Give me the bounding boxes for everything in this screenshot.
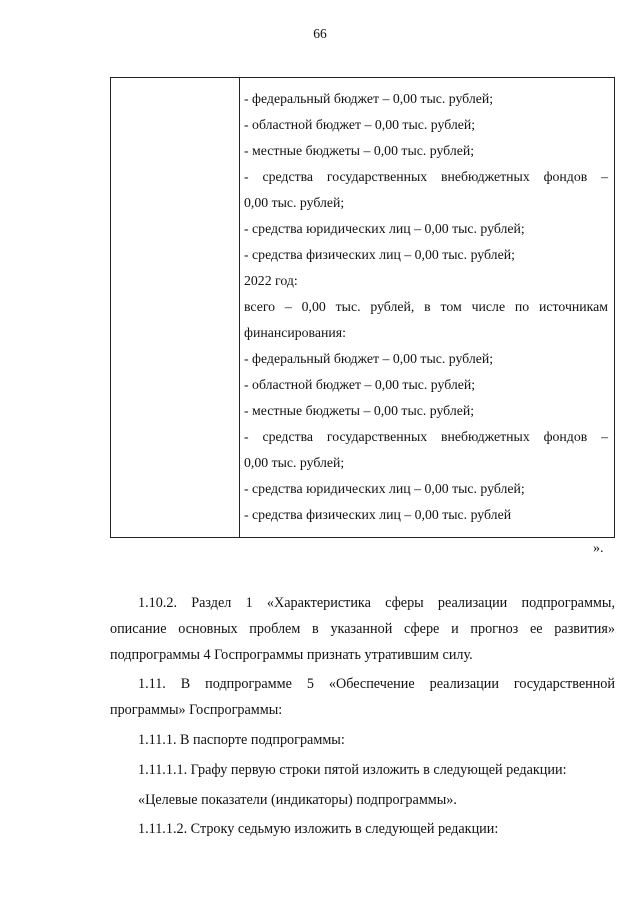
table-right-cell — [244, 86, 608, 528]
paragraph-line: 1.11.1. В паспорте подпрограммы: — [138, 731, 345, 748]
table-line: - средства государственных внебюджетных фондов – — [244, 429, 608, 444]
page-number: 66 — [313, 26, 327, 41]
paragraph-line: «Целевые показатели (индикаторы) подпрограммы». — [138, 791, 457, 808]
table-line: 2022 год: — [244, 273, 298, 288]
table-line: - областной бюджет – 0,00 тыс. рублей; — [244, 377, 476, 392]
table-line: - средства государственных внебюджетных фондов – — [244, 169, 608, 184]
paragraph-line: 1.11.1.2. Строку седьмую изложить в следующей редакции: — [138, 821, 499, 838]
table-line: - средства физических лиц – 0,00 тыс. рублей; — [244, 247, 515, 262]
table-line: - областной бюджет – 0,00 тыс. рублей; — [244, 117, 476, 132]
table-line: - федеральный бюджет – 0,00 тыс. рублей; — [244, 351, 494, 366]
paragraph-quote — [110, 788, 615, 814]
table-line: - местные бюджеты – 0,00 тыс. рублей; — [244, 143, 475, 158]
funding-table — [110, 77, 615, 538]
table-line: - местные бюджеты – 0,00 тыс. рублей; — [244, 403, 475, 418]
paragraph-1-11-1 — [110, 728, 615, 754]
table-line: финансирования: — [244, 325, 346, 340]
paragraph-line: программы» Госпрограммы: — [110, 702, 283, 719]
table-line: всего – 0,00 тыс. рублей, в том числе по источникам — [244, 299, 608, 314]
table-line: - федеральный бюджет – 0,00 тыс. рублей; — [244, 91, 494, 106]
paragraph-1-11 — [110, 672, 615, 724]
paragraph-line: подпрограммы 4 Госпрограммы признать утратившим силу. — [110, 646, 473, 663]
table-line: - средства юридических лиц – 0,00 тыс. рублей; — [244, 481, 525, 496]
document-body — [110, 591, 615, 843]
closing-quote: ». — [593, 541, 604, 556]
paragraph-1-11-1-2 — [110, 817, 615, 843]
paragraph-line: описание основных проблем в указанной сфере и прогноз ее развития» — [110, 620, 615, 637]
table-line: 0,00 тыс. рублей; — [244, 195, 345, 210]
paragraph-1-10-2 — [110, 591, 615, 668]
table-line: - средства физических лиц – 0,00 тыс. рублей — [244, 507, 512, 522]
table-line: 0,00 тыс. рублей; — [244, 455, 345, 470]
table-line: - средства юридических лиц – 0,00 тыс. рублей; — [244, 221, 525, 236]
paragraph-line: 1.10.2. Раздел 1 «Характеристика сферы реализации подпрограммы, — [138, 595, 615, 611]
paragraph-1-11-1-1 — [110, 758, 615, 784]
table-column-divider — [239, 78, 240, 537]
paragraph-line: 1.11. В подпрограмме 5 «Обеспечение реализации государственной — [138, 676, 615, 693]
paragraph-line: 1.11.1.1. Графу первую строки пятой изложить в следующей редакции: — [138, 761, 567, 778]
